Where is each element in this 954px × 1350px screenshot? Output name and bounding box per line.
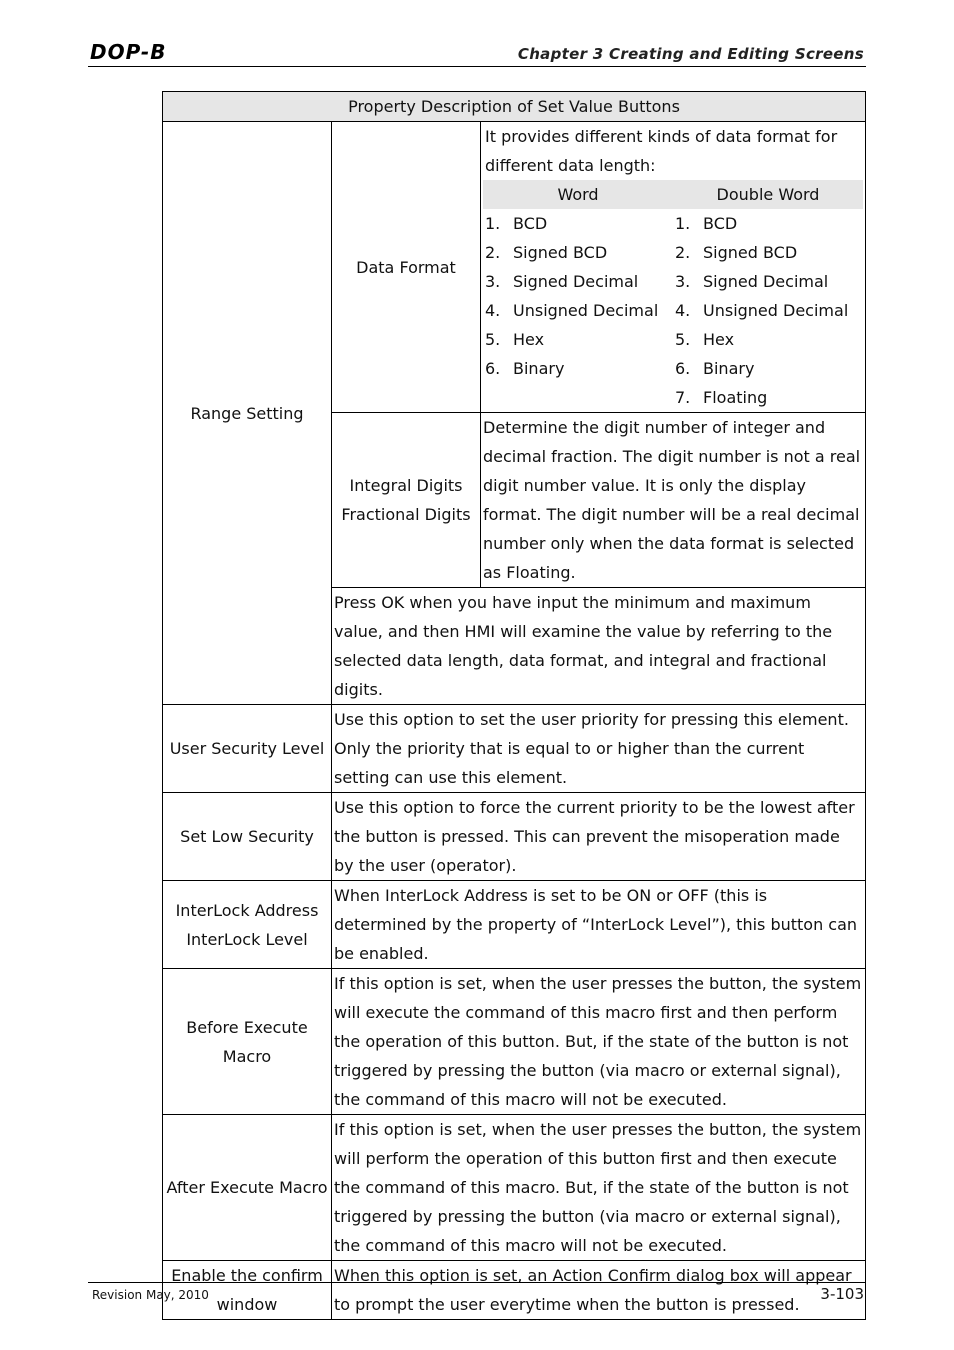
- row-description: Use this option to set the user priority for pressing this element. Only the priority that is equal to or higher than the current setting can use this element.: [332, 705, 866, 793]
- list-item: 6. Binary: [675, 359, 755, 378]
- list-item: 6. Binary: [485, 359, 565, 378]
- row-label: User Security Level: [163, 705, 332, 793]
- data-format-detail: [481, 122, 866, 413]
- table-row: [163, 1115, 866, 1261]
- row-label: Before Execute Macro: [163, 969, 332, 1115]
- property-table: [162, 91, 866, 1320]
- row-label: After Execute Macro: [163, 1115, 332, 1261]
- data-format-label: Data Format: [332, 122, 481, 413]
- row-label: Set Low Security: [163, 793, 332, 881]
- list-item: 5. Hex: [485, 330, 545, 349]
- list-item: 3. Signed Decimal: [675, 272, 829, 291]
- table-row: [163, 705, 866, 793]
- list-item: 5. Hex: [675, 330, 735, 349]
- word-header: Word: [557, 185, 599, 204]
- data-format-intro: It provides different kinds of data format for different data length:: [485, 127, 838, 175]
- table-row: [163, 1261, 866, 1320]
- table-row: [163, 881, 866, 969]
- list-item: 2. Signed BCD: [675, 243, 798, 262]
- ok-note: Press OK when you have input the minimum and maximum value, and then HMI will examine the value by referring to the selected data length, data format, and integral and fractional digits.: [332, 588, 866, 705]
- digits-label: [332, 413, 481, 588]
- word-format-list: [483, 209, 673, 412]
- chapter-title: Chapter 3 Creating and Editing Screens: [517, 45, 864, 63]
- table-title: Property Description of Set Value Buttons: [163, 92, 866, 122]
- page-number: 3-103: [820, 1285, 864, 1303]
- format-column-headers: [483, 180, 863, 209]
- integral-digits-label: Integral Digits: [349, 476, 463, 495]
- list-item: 7. Floating: [675, 388, 768, 407]
- double-word-format-list: [673, 209, 863, 412]
- row-description: Use this option to force the current priority to be the lowest after the button is pressed. This can prevent the misoperation made by the user (operator).: [332, 793, 866, 881]
- list-item: 2. Signed BCD: [485, 243, 608, 262]
- table-row: [163, 969, 866, 1115]
- row-label: InterLock Address InterLock Level: [163, 881, 332, 969]
- list-item: 1. BCD: [675, 214, 738, 233]
- row-description: If this option is set, when the user presses the button, the system will perform the operation of this button first and then execute the command of this macro. But, if the state of the button is not triggered by pressing the button (via macro or external signal), the command of this macro will not be executed.: [332, 1115, 866, 1261]
- table-row: [163, 793, 866, 881]
- range-setting-label: Range Setting: [163, 122, 332, 705]
- list-item: 1. BCD: [485, 214, 548, 233]
- list-item: 3. Signed Decimal: [485, 272, 639, 291]
- brand-logo: DOP-B: [90, 40, 167, 64]
- row-description: When InterLock Address is set to be ON or OFF (this is determined by the property of “InterLock Level”), this button can be enabled.: [332, 881, 866, 969]
- row-description: When this option is set, an Action Confirm dialog box will appear to prompt the user everytime when the button is pressed.: [332, 1261, 866, 1320]
- digits-description: Determine the digit number of integer and decimal fraction. The digit number is not a real digit number value. It is only the display format. The digit number will be a real decimal number only when the data format is selected as Floating.: [481, 413, 866, 588]
- list-item: 4. Unsigned Decimal: [675, 301, 849, 320]
- header-rule: [88, 66, 866, 67]
- footer-rule: [88, 1282, 866, 1283]
- revision-text: Revision May, 2010: [92, 1288, 209, 1302]
- row-description: If this option is set, when the user presses the button, the system will execute the command of this macro first and then perform the operation of this button. But, if the state of the button is not triggered by pressing the button (via macro or external signal), the command of this macro will not be executed.: [332, 969, 866, 1115]
- fractional-digits-label: Fractional Digits: [341, 505, 471, 524]
- double-word-header: Double Word: [716, 185, 820, 204]
- row-label: Enable the confirm window: [163, 1261, 332, 1320]
- format-lists: [483, 209, 863, 412]
- list-item: 4. Unsigned Decimal: [485, 301, 659, 320]
